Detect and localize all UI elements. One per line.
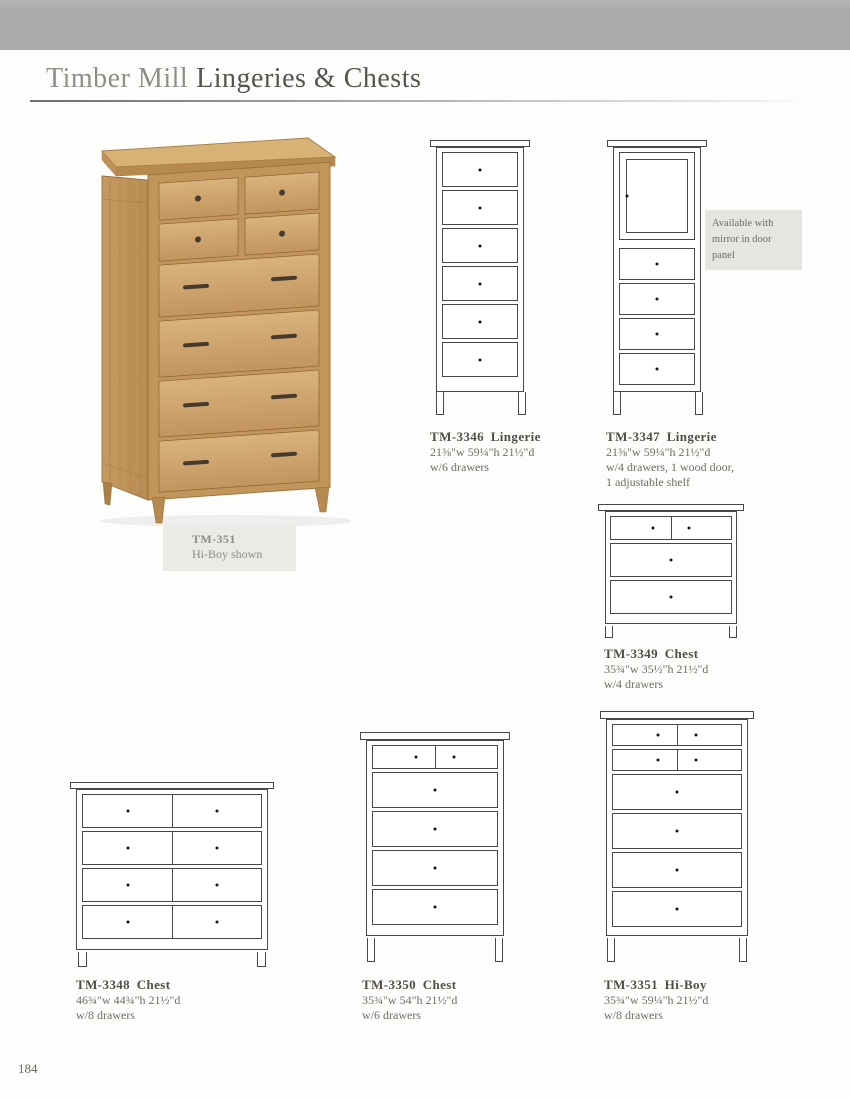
drawer-pair <box>82 831 262 865</box>
leg <box>257 952 266 967</box>
cabinet-body <box>436 147 524 392</box>
knob <box>434 906 437 909</box>
drawer <box>442 266 518 301</box>
product-name: TM-3348 Chest <box>76 977 171 992</box>
drawer-pair <box>610 516 732 540</box>
photo-caption-note: Hi-Boy shown <box>192 547 263 561</box>
drawer-pair <box>82 868 262 902</box>
cabinet-body <box>613 147 701 392</box>
cabinet-body <box>605 511 737 624</box>
knob <box>126 847 129 850</box>
product-config: w/6 drawers <box>362 1008 421 1022</box>
drawer <box>619 248 695 280</box>
product-dimensions: 21⅜"w 59¼"h 21½"d <box>606 445 711 459</box>
product-config: w/8 drawers <box>76 1008 135 1022</box>
drawer <box>612 891 742 927</box>
leg <box>739 938 747 962</box>
knob <box>126 921 129 924</box>
drawer <box>372 811 498 847</box>
drawer-pair <box>612 749 742 771</box>
label-tm3347 <box>606 428 734 490</box>
label-tm3346 <box>430 428 541 475</box>
drawer-divider <box>172 906 173 938</box>
cabinet-body <box>76 789 268 950</box>
wood-door <box>619 152 695 240</box>
knob <box>652 527 655 530</box>
knob <box>695 759 698 762</box>
drawer-pair <box>612 724 742 746</box>
knob <box>670 559 673 562</box>
drawer-pair <box>82 794 262 828</box>
knob <box>479 282 482 285</box>
knob <box>415 756 418 759</box>
drawer-divider <box>172 869 173 901</box>
top-banner <box>0 0 850 50</box>
label-tm3349 <box>604 645 708 692</box>
knob <box>452 756 455 759</box>
drawer <box>610 543 732 577</box>
knob <box>656 734 659 737</box>
drawer <box>372 850 498 886</box>
line-drawing-tm3350 <box>360 732 510 963</box>
leg <box>729 626 737 638</box>
drawer-divider <box>677 750 678 770</box>
knob <box>479 206 482 209</box>
product-config: w/6 drawers <box>430 460 489 474</box>
product-name: TM-3350 Chest <box>362 977 457 992</box>
drawer <box>619 353 695 385</box>
product-name: TM-3347 Lingerie <box>606 429 717 444</box>
top-board <box>598 504 744 511</box>
knob <box>434 789 437 792</box>
drawer <box>612 774 742 810</box>
category-name: Lingeries & Chests <box>196 63 422 94</box>
leg <box>367 938 375 962</box>
drawer-divider <box>172 795 173 827</box>
product-config: w/4 drawers <box>604 677 663 691</box>
drawer-divider <box>172 832 173 864</box>
knob <box>479 320 482 323</box>
leg <box>518 392 526 415</box>
product-name: TM-3351 Hi-Boy <box>604 977 707 992</box>
drawer-divider <box>435 746 436 768</box>
top-board <box>607 140 707 147</box>
title-rule <box>30 100 812 102</box>
product-config: 1 adjustable shelf <box>606 475 690 489</box>
leg <box>605 626 613 638</box>
knob <box>656 368 659 371</box>
knob <box>676 908 679 911</box>
collection-name: Timber Mill <box>46 63 189 94</box>
knob <box>656 333 659 336</box>
knob <box>656 263 659 266</box>
mirror-option-note: Available with mirror in door panel <box>705 210 802 270</box>
knob <box>656 298 659 301</box>
product-dimensions: 35¾"w 54"h 21½"d <box>362 993 458 1007</box>
photo-caption-model: TM-351 <box>192 532 236 546</box>
product-name: TM-3346 Lingerie <box>430 429 541 444</box>
drawer <box>372 889 498 925</box>
label-tm3350 <box>362 976 457 1023</box>
drawer <box>442 342 518 377</box>
drawer-pair <box>82 905 262 939</box>
product-name: TM-3349 Chest <box>604 646 699 661</box>
line-drawing-tm3348 <box>70 782 274 968</box>
knob <box>215 884 218 887</box>
knob <box>215 921 218 924</box>
knob <box>676 869 679 872</box>
knob <box>479 244 482 247</box>
drawer <box>442 190 518 225</box>
drawer <box>372 772 498 808</box>
knob <box>670 596 673 599</box>
knob <box>434 828 437 831</box>
top-board <box>430 140 530 147</box>
line-drawing-tm3347 <box>606 140 710 416</box>
knob <box>434 867 437 870</box>
drawer <box>442 228 518 263</box>
door-knob <box>626 195 629 198</box>
product-config: w/8 drawers <box>604 1008 663 1022</box>
knob <box>688 527 691 530</box>
leg <box>436 392 444 415</box>
label-tm3348 <box>76 976 180 1023</box>
knob <box>215 810 218 813</box>
cabinet-body <box>366 740 504 936</box>
drawer <box>610 580 732 614</box>
page-number: 184 <box>18 1061 38 1076</box>
product-dimensions: 35¾"w 35½"h 21½"d <box>604 662 709 676</box>
product-dimensions: 46¾"w 44¾"h 21½"d <box>76 993 181 1007</box>
knob <box>656 759 659 762</box>
top-board <box>360 732 510 740</box>
drawer <box>619 283 695 315</box>
knob <box>479 358 482 361</box>
drawer <box>442 304 518 339</box>
top-board <box>600 711 754 719</box>
drawer-divider <box>677 725 678 745</box>
label-tm3351 <box>604 976 708 1023</box>
product-dimensions: 21⅜"w 59¼"h 21½"d <box>430 445 535 459</box>
drawer <box>612 852 742 888</box>
knob <box>676 791 679 794</box>
leg <box>695 392 703 415</box>
drawer-divider <box>671 517 672 539</box>
leg <box>78 952 87 967</box>
photo-caption-box <box>163 526 296 571</box>
knob <box>479 168 482 171</box>
knob <box>215 847 218 850</box>
drawer <box>619 318 695 350</box>
line-drawing-tm3346 <box>429 140 533 416</box>
top-board <box>70 782 274 789</box>
knob <box>126 810 129 813</box>
knob <box>676 830 679 833</box>
product-dimensions: 35¾"w 59¼"h 21½"d <box>604 993 709 1007</box>
drawer <box>612 813 742 849</box>
knob <box>126 884 129 887</box>
cabinet-body <box>606 719 748 936</box>
knob <box>695 734 698 737</box>
product-config: w/4 drawers, 1 wood door, <box>606 460 735 474</box>
page-title <box>46 63 421 95</box>
line-drawing-tm3349 <box>598 504 744 638</box>
leg <box>613 392 621 415</box>
leg <box>607 938 615 962</box>
door-panel <box>626 159 688 233</box>
drawer <box>442 152 518 187</box>
leg <box>495 938 503 962</box>
product-photo-hiboy <box>78 131 350 529</box>
drawer-pair <box>372 745 498 769</box>
line-drawing-tm3351 <box>600 711 754 963</box>
